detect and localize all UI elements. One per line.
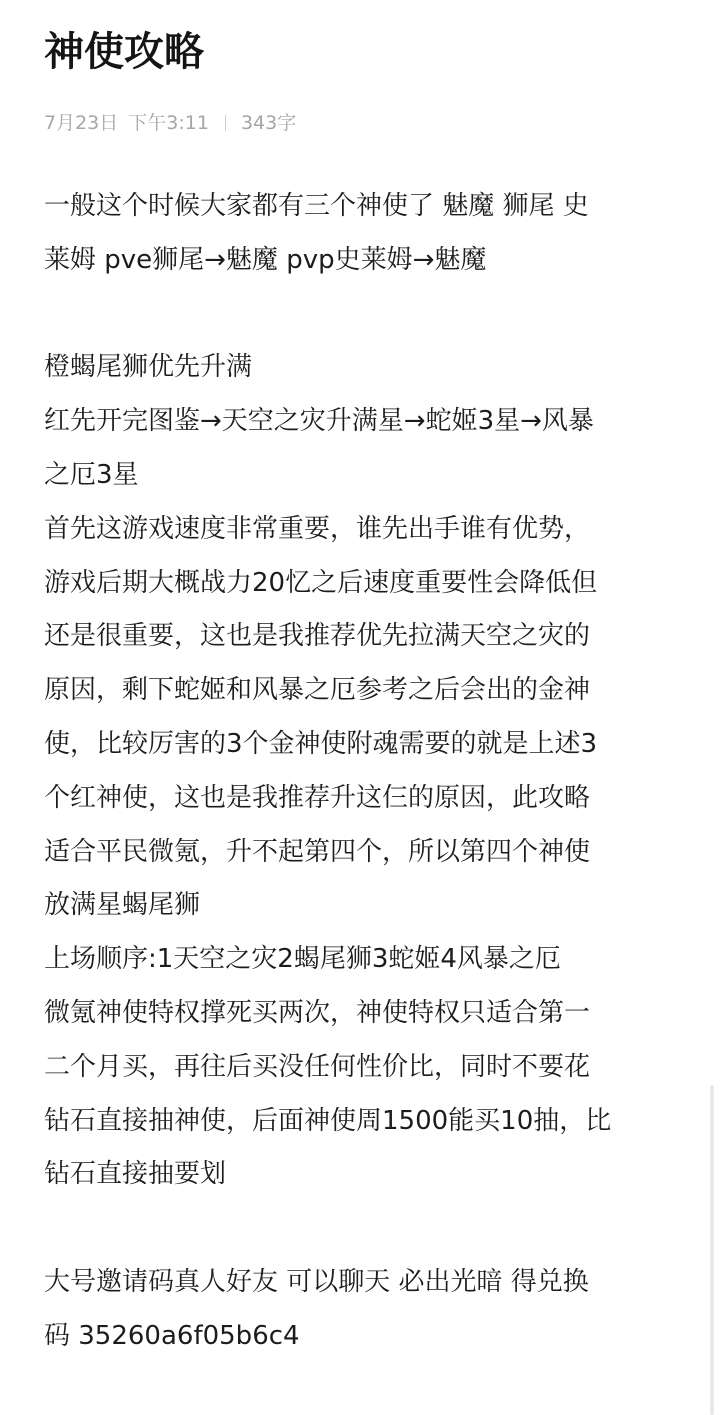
blank-line [44,1202,684,1256]
note-meta [44,108,684,138]
body-line: 上场顺序:1天空之灾2蝎尾狮3蛇姬4风暴之厄 [44,944,561,975]
blank-line [44,288,684,342]
body-line: 适合平民微氪，升不起第四个，所以第四个神使 [44,836,591,867]
body-line: 首先这游戏速度非常重要，谁先出手谁有优势， [44,513,591,544]
body-line: 放满星蝎尾狮 [44,890,201,921]
body-line: 还是很重要，这也是我推荐优先拉满天空之灾的 [44,621,591,652]
body-line: 之厄3星 [44,459,139,490]
note-title[interactable]: 神使攻略 [44,29,204,75]
body-line: 码 35260a6f05b6c4 [44,1320,300,1351]
body-line: 原因，剩下蛇姬和风暴之厄参考之后会出的金神 [44,675,591,706]
body-line: 橙蝎尾狮优先升满 [44,352,253,383]
note-body[interactable] [44,180,684,1364]
word-count: 343字 [240,112,297,134]
scrollbar[interactable] [710,1085,714,1415]
note-time: 下午3:11 [128,112,209,134]
body-line: 个红神使，这也是我推荐升这仨的原因，此攻略 [44,782,591,813]
body-line: 使，比较厉害的3个金神使附魂需要的就是上述3 [44,728,598,759]
body-line: 钻石直接抽神使，后面神使周1500能买10抽，比 [44,1105,612,1136]
body-line: 莱姆 pve狮尾→魅魔 pvp史莱姆→魅魔 [44,244,487,275]
body-line: 游戏后期大概战力20忆之后速度重要性会降低但 [44,567,598,598]
body-line: 红先开完图鉴→天空之灾升满星→蛇姬3星→风暴 [44,406,594,437]
body-line: 钻石直接抽要划 [44,1159,227,1190]
note-date: 7月23日 [44,112,119,134]
body-line: 一般这个时候大家都有三个神使了 魅魔 狮尾 史 [44,191,589,221]
body-line: 微氪神使特权撑死买两次，神使特权只适合第一 [44,997,591,1028]
body-line: 二个月买，再往后买没任何性价比，同时不要花 [44,1051,591,1082]
note-container [44,0,684,1364]
body-line: 大号邀请码真人好友 可以聊天 必出光暗 得兑换 [44,1266,589,1297]
meta-divider [225,115,226,131]
